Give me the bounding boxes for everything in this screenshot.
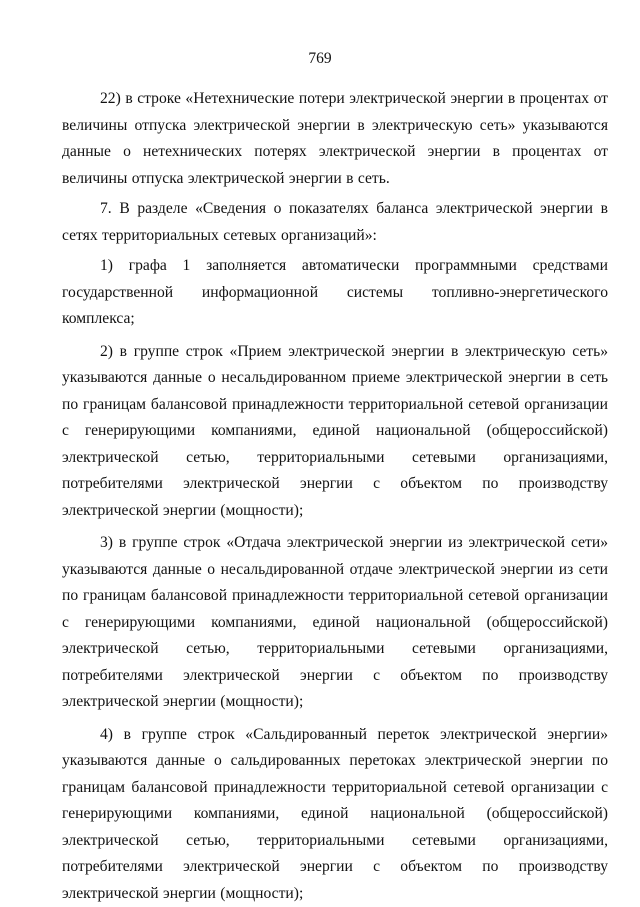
paragraph-item-1: 1) графа 1 заполняется автоматически программными средствами государственной информационной системы топливно-энергетического комплекса; xyxy=(62,253,608,333)
paragraph-item-22: 22) в строке «Нетехнические потери электрической энергии в процентах от величины отпуска электрической энергии в электрическую сеть» указываются данные о нетехнических потерях электрической энергии в процентах от величины отпуска электрической энергии в сеть. xyxy=(62,86,608,192)
document-body xyxy=(62,86,608,907)
page-number: 769 xyxy=(0,50,640,68)
paragraph-item-4: 4) в группе строк «Сальдированный переток электрической энергии» указываются данные о сальдированных перетоках электрической энергии по границам балансовой принадлежности территориальной сетевой организации с генерирующими компаниями, единой национальной (общероссийской) электрической сетью, территориальными сетевыми организациями, потребителями электрической энергии с объектом по производству электрической энергии (мощности); xyxy=(62,722,608,907)
paragraph-item-3: 3) в группе строк «Отдача электрической энергии из электрической сети» указываются данные о несальдированной отдаче электрической энергии из сети по границам балансовой принадлежности территориальной сетевой организации с генерирующими компаниями, единой национальной (общероссийской) электрической сетью, территориальными сетевыми организациями, потребителями электрической энергии с объектом по производству электрической энергии (мощности); xyxy=(62,530,608,716)
paragraph-section-7: 7. В разделе «Сведения о показателях баланса электрической энергии в сетях территориальных сетевых организаций»: xyxy=(62,196,608,249)
paragraph-item-2: 2) в группе строк «Прием электрической энергии в электрическую сеть» указываются данные о несальдированном приеме электрической энергии в сеть по границам балансовой принадлежности территориальной сетевой организации с генерирующими компаниями, единой национальной (общероссийской) электрической сетью, территориальными сетевыми организациями, потребителями электрической энергии с объектом по производству электрической энергии (мощности); xyxy=(62,339,608,525)
